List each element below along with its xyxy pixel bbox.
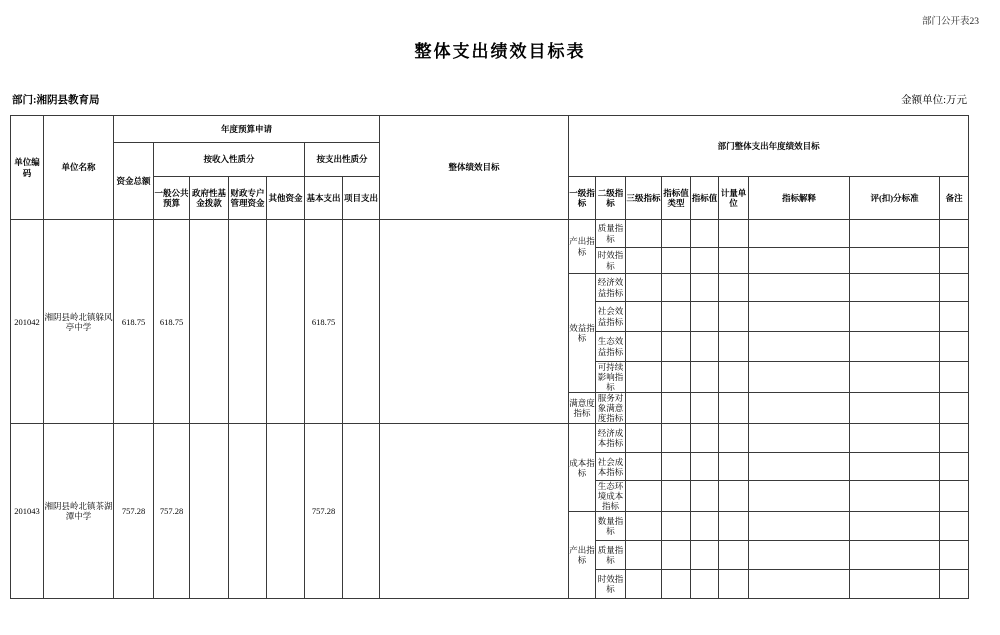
- cell-level1-indicator: 产出指标: [569, 512, 596, 599]
- empty-cell: [749, 453, 850, 481]
- empty-cell: [749, 362, 850, 393]
- empty-cell: [850, 362, 940, 393]
- header-indicator-explanation: 指标解释: [749, 177, 850, 220]
- cell-level2-indicator: 质量指标: [596, 541, 626, 570]
- empty-cell: [190, 220, 229, 424]
- empty-cell: [662, 512, 691, 541]
- empty-cell: [719, 248, 749, 274]
- empty-cell: [749, 541, 850, 570]
- cell-level2-indicator: 生态环境成本指标: [596, 481, 626, 512]
- empty-cell: [691, 570, 719, 599]
- empty-cell: [719, 481, 749, 512]
- empty-cell: [850, 512, 940, 541]
- empty-cell: [749, 302, 850, 332]
- amount-unit-label: 金额单位:万元: [901, 95, 967, 106]
- table-row: [11, 424, 969, 453]
- empty-cell: [940, 570, 969, 599]
- empty-cell: [691, 302, 719, 332]
- empty-cell: [662, 220, 691, 248]
- cell-basic-expenditure: 757.28: [305, 424, 343, 599]
- cell-level1-indicator: 效益指标: [569, 274, 596, 393]
- empty-cell: [662, 481, 691, 512]
- empty-cell: [749, 570, 850, 599]
- empty-cell: [719, 512, 749, 541]
- empty-cell: [850, 453, 940, 481]
- cell-unit-code: 201043: [11, 424, 44, 599]
- empty-cell: [940, 541, 969, 570]
- empty-cell: [850, 481, 940, 512]
- empty-cell: [626, 302, 662, 332]
- empty-cell: [850, 274, 940, 302]
- cell-level2-indicator: 服务对象满意度指标: [596, 393, 626, 424]
- header-level2-indicator: 二级指标: [596, 177, 626, 220]
- empty-cell: [749, 248, 850, 274]
- header-basic-expenditure: 基本支出: [305, 177, 343, 220]
- empty-cell: [691, 332, 719, 362]
- header-other-funds: 其他资金: [267, 177, 305, 220]
- empty-cell: [691, 512, 719, 541]
- header-indicator-value-type: 指标值类型: [662, 177, 691, 220]
- empty-cell: [267, 220, 305, 424]
- empty-cell: [691, 424, 719, 453]
- empty-cell: [626, 220, 662, 248]
- empty-cell: [626, 481, 662, 512]
- empty-cell: [719, 302, 749, 332]
- empty-cell: [626, 362, 662, 393]
- empty-cell: [749, 274, 850, 302]
- header-fiscal-special-account: 财政专户管理资金: [229, 177, 267, 220]
- empty-cell: [749, 512, 850, 541]
- header-general-public-budget: 一般公共预算: [154, 177, 190, 220]
- empty-cell: [626, 570, 662, 599]
- header-overall-perf-target: 整体绩效目标: [380, 116, 569, 220]
- empty-cell: [719, 220, 749, 248]
- header-annual-budget-request: 年度预算申请: [114, 116, 380, 143]
- empty-cell: [267, 424, 305, 599]
- table-row: [11, 220, 969, 248]
- empty-cell: [749, 332, 850, 362]
- header-level1-indicator: 一级指标: [569, 177, 596, 220]
- empty-cell: [626, 248, 662, 274]
- doc-ref: 部门公开表23: [921, 17, 979, 27]
- empty-cell: [719, 362, 749, 393]
- cell-level1-indicator: 产出指标: [569, 220, 596, 274]
- cell-level2-indicator: 生态效益指标: [596, 332, 626, 362]
- empty-cell: [691, 541, 719, 570]
- empty-cell: [691, 453, 719, 481]
- cell-level2-indicator: 经济成本指标: [596, 424, 626, 453]
- empty-cell: [691, 248, 719, 274]
- empty-cell: [719, 393, 749, 424]
- empty-cell: [850, 393, 940, 424]
- empty-cell: [662, 453, 691, 481]
- empty-cell: [719, 332, 749, 362]
- empty-cell: [662, 302, 691, 332]
- empty-cell: [626, 393, 662, 424]
- cell-unit-name: 湘阴县岭北镇躲风亭中学: [44, 220, 114, 424]
- cell-level1-indicator: 成本指标: [569, 424, 596, 512]
- header-scoring-standard: 评(扣)分标准: [850, 177, 940, 220]
- cell-basic-expenditure: 618.75: [305, 220, 343, 424]
- header-gov-fund-allocation: 政府性基金拨款: [190, 177, 229, 220]
- empty-cell: [691, 362, 719, 393]
- empty-cell: [691, 220, 719, 248]
- empty-cell: [940, 362, 969, 393]
- empty-cell: [719, 570, 749, 599]
- cell-general-public-budget: 618.75: [154, 220, 190, 424]
- empty-cell: [850, 220, 940, 248]
- header-indicator-value: 指标值: [691, 177, 719, 220]
- header-by-income-nature: 按收入性质分: [154, 143, 305, 177]
- empty-cell: [662, 274, 691, 302]
- empty-cell: [749, 220, 850, 248]
- empty-cell: [662, 332, 691, 362]
- empty-cell: [662, 393, 691, 424]
- empty-cell: [850, 424, 940, 453]
- empty-cell: [850, 541, 940, 570]
- empty-cell: [940, 393, 969, 424]
- cell-total-funds: 618.75: [114, 220, 154, 424]
- cell-level2-indicator: 社会成本指标: [596, 453, 626, 481]
- cell-level2-indicator: 时效指标: [596, 570, 626, 599]
- empty-cell: [719, 541, 749, 570]
- empty-cell: [626, 512, 662, 541]
- empty-cell: [626, 541, 662, 570]
- empty-cell: [343, 220, 380, 424]
- cell-unit-name: 湘阴县岭北镇茶湖潭中学: [44, 424, 114, 599]
- empty-cell: [940, 453, 969, 481]
- cell-overall-perf-target: [380, 424, 569, 599]
- empty-cell: [749, 393, 850, 424]
- empty-cell: [850, 570, 940, 599]
- cell-level2-indicator: 可持续影响指标: [596, 362, 626, 393]
- header-unit-name: 单位名称: [44, 116, 114, 220]
- cell-level2-indicator: 质量指标: [596, 220, 626, 248]
- page-title: 整体支出绩效目标表: [414, 42, 586, 61]
- cell-overall-perf-target: [380, 220, 569, 424]
- empty-cell: [940, 332, 969, 362]
- empty-cell: [691, 393, 719, 424]
- header-project-expenditure: 项目支出: [343, 177, 380, 220]
- cell-unit-code: 201042: [11, 220, 44, 424]
- empty-cell: [662, 541, 691, 570]
- header-unit-code: 单位编码: [11, 116, 44, 220]
- cell-level2-indicator: 经济效益指标: [596, 274, 626, 302]
- empty-cell: [940, 302, 969, 332]
- empty-cell: [691, 481, 719, 512]
- empty-cell: [626, 453, 662, 481]
- cell-level1-indicator: 满意度指标: [569, 393, 596, 424]
- empty-cell: [662, 248, 691, 274]
- header-by-expenditure-nature: 按支出性质分: [305, 143, 380, 177]
- empty-cell: [662, 424, 691, 453]
- cell-level2-indicator: 时效指标: [596, 248, 626, 274]
- header-dept-annual-perf-target: 部门整体支出年度绩效目标: [569, 116, 969, 177]
- header-total-funds: 资金总额: [114, 143, 154, 220]
- empty-cell: [940, 220, 969, 248]
- empty-cell: [850, 332, 940, 362]
- empty-cell: [343, 424, 380, 599]
- empty-cell: [940, 481, 969, 512]
- empty-cell: [229, 220, 267, 424]
- header-level3-indicator: 三级指标: [626, 177, 662, 220]
- empty-cell: [940, 424, 969, 453]
- empty-cell: [850, 248, 940, 274]
- header-measure-unit: 计量单位: [719, 177, 749, 220]
- cell-general-public-budget: 757.28: [154, 424, 190, 599]
- empty-cell: [850, 302, 940, 332]
- empty-cell: [940, 274, 969, 302]
- header-row-1: [11, 116, 969, 143]
- empty-cell: [691, 274, 719, 302]
- empty-cell: [190, 424, 229, 599]
- empty-cell: [749, 424, 850, 453]
- empty-cell: [719, 453, 749, 481]
- department-label: 部门:湘阴县教育局: [12, 95, 100, 106]
- empty-cell: [749, 481, 850, 512]
- empty-cell: [940, 512, 969, 541]
- performance-target-table: [10, 115, 969, 599]
- empty-cell: [662, 362, 691, 393]
- empty-cell: [719, 424, 749, 453]
- empty-cell: [626, 424, 662, 453]
- cell-total-funds: 757.28: [114, 424, 154, 599]
- empty-cell: [719, 274, 749, 302]
- empty-cell: [626, 274, 662, 302]
- cell-level2-indicator: 数量指标: [596, 512, 626, 541]
- empty-cell: [940, 248, 969, 274]
- empty-cell: [662, 570, 691, 599]
- header-remarks: 备注: [940, 177, 969, 220]
- empty-cell: [229, 424, 267, 599]
- cell-level2-indicator: 社会效益指标: [596, 302, 626, 332]
- empty-cell: [626, 332, 662, 362]
